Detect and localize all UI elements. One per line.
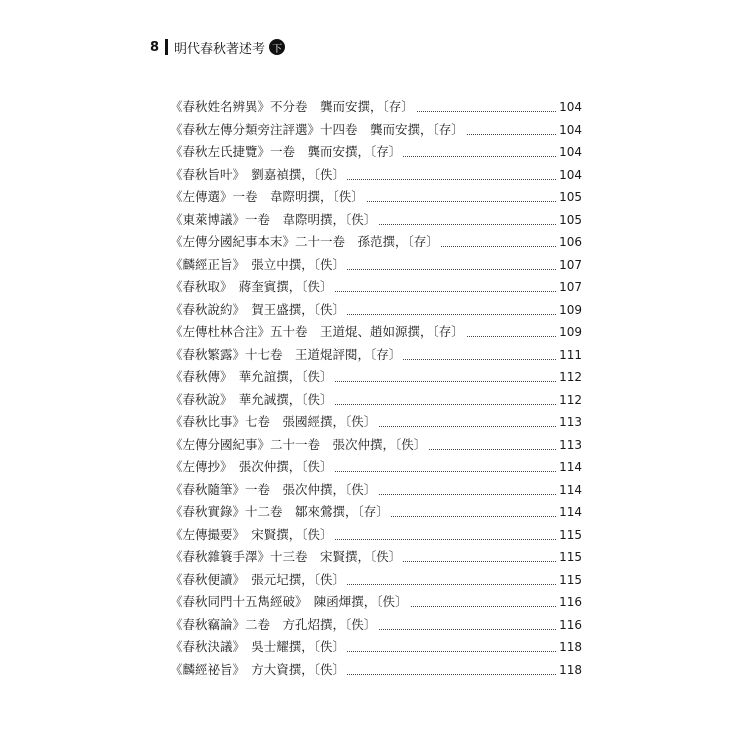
toc-entry: [170, 254, 582, 277]
toc-entry-page: 104: [557, 96, 582, 119]
table-of-contents: [170, 96, 582, 681]
toc-entry-page: 113: [557, 411, 582, 434]
toc-entry: [170, 546, 582, 569]
page-number: 8: [150, 39, 160, 55]
toc-entry: [170, 591, 582, 614]
toc-entry: [170, 636, 582, 659]
toc-entry: [170, 389, 582, 412]
toc-entry-page: 118: [557, 636, 582, 659]
toc-entry: [170, 479, 582, 502]
toc-entry: [170, 299, 582, 322]
volume-mark: 下: [269, 39, 285, 55]
toc-entry-page: 107: [557, 254, 582, 277]
toc-entry-page: 105: [557, 186, 582, 209]
toc-entry-page: 115: [557, 569, 582, 592]
toc-entry-page: 105: [557, 209, 582, 232]
toc-entry: [170, 344, 582, 367]
toc-entry-page: 118: [557, 659, 582, 682]
toc-entry-title: 《春秋左傳分類旁注評選》十四卷 龔而安撰，〔存〕: [170, 119, 466, 142]
toc-entry-title: 《春秋姓名辨異》不分卷 龔而安撰，〔存〕: [170, 96, 416, 119]
toc-entry: [170, 501, 582, 524]
toc-entry-title: 《春秋說約》 賀王盛撰，〔佚〕: [170, 299, 347, 322]
toc-entry-page: 104: [557, 164, 582, 187]
toc-entry-title: 《麟經祕旨》 方大資撰，〔佚〕: [170, 659, 347, 682]
toc-entry: [170, 119, 582, 142]
toc-entry-page: 112: [557, 389, 582, 412]
toc-entry: [170, 569, 582, 592]
toc-entry-title: 《春秋雜簑手澤》十三卷 宋賢撰，〔佚〕: [170, 546, 403, 569]
toc-entry-title: 《左傳抄》 張次仲撰，〔佚〕: [170, 456, 335, 479]
toc-entry-title: 《春秋竊論》二卷 方孔炤撰，〔佚〕: [170, 614, 378, 637]
toc-entry: [170, 456, 582, 479]
toc-entry-title: 《春秋隨筆》一卷 張次仲撰，〔佚〕: [170, 479, 378, 502]
toc-entry-page: 116: [557, 614, 582, 637]
toc-entry-page: 114: [557, 479, 582, 502]
toc-entry-page: 106: [557, 231, 582, 254]
toc-entry-page: 109: [557, 321, 582, 344]
toc-entry-page: 104: [557, 119, 582, 142]
toc-entry: [170, 209, 582, 232]
toc-entry: [170, 614, 582, 637]
toc-entry: [170, 434, 582, 457]
toc-entry: [170, 411, 582, 434]
toc-entry-page: 116: [557, 591, 582, 614]
toc-entry-title: 《春秋傳》 華允誼撰，〔佚〕: [170, 366, 335, 389]
toc-entry-title: 《春秋比事》七卷 張國經撰，〔佚〕: [170, 411, 378, 434]
toc-entry: [170, 164, 582, 187]
toc-entry-title: 《春秋左氏捷覽》一卷 龔而安撰，〔存〕: [170, 141, 403, 164]
toc-entry-title: 《東萊博議》一卷 韋際明撰，〔佚〕: [170, 209, 378, 232]
toc-entry-page: 115: [557, 546, 582, 569]
toc-entry-page: 115: [557, 524, 582, 547]
toc-entry-title: 《春秋旨叶》 劉嘉禎撰，〔佚〕: [170, 164, 347, 187]
toc-entry-title: 《左傳杜林合注》五十卷 王道焜、趙如源撰，〔存〕: [170, 321, 466, 344]
toc-entry-title: 《左傳撮要》 宋賢撰，〔佚〕: [170, 524, 335, 547]
book-title: 明代春秋著述考: [174, 41, 266, 57]
toc-entry: [170, 141, 582, 164]
toc-entry-title: 《春秋決議》 吳士耀撰，〔佚〕: [170, 636, 347, 659]
toc-entry-title: 《麟經正旨》 張立中撰，〔佚〕: [170, 254, 347, 277]
header-divider: [165, 39, 168, 55]
running-header: [150, 36, 285, 58]
toc-entry: [170, 321, 582, 344]
toc-entry-page: 104: [557, 141, 582, 164]
toc-entry: [170, 659, 582, 682]
toc-entry-title: 《春秋便讀》 張元圮撰，〔佚〕: [170, 569, 347, 592]
toc-entry-page: 107: [557, 276, 582, 299]
toc-entry: [170, 231, 582, 254]
toc-entry-page: 113: [557, 434, 582, 457]
toc-entry-page: 109: [557, 299, 582, 322]
toc-entry-title: 《左傳分國紀事本末》二十一卷 孫范撰，〔存〕: [170, 231, 441, 254]
toc-entry: [170, 96, 582, 119]
toc-entry-title: 《春秋說》 華允誠撰，〔佚〕: [170, 389, 335, 412]
toc-entry-page: 112: [557, 366, 582, 389]
toc-entry-title: 《春秋取》 蔣奎賓撰，〔佚〕: [170, 276, 335, 299]
toc-entry-page: 114: [557, 501, 582, 524]
toc-entry-title: 《春秋繁露》十七卷 王道焜評閱，〔存〕: [170, 344, 403, 367]
toc-entry-page: 114: [557, 456, 582, 479]
toc-entry-title: 《春秋同門十五雋經破》 陳函煇撰，〔佚〕: [170, 591, 410, 614]
toc-entry-title: 《春秋實錄》十二卷 鄒來鶯撰，〔存〕: [170, 501, 391, 524]
toc-entry: [170, 186, 582, 209]
toc-entry-page: 111: [557, 344, 582, 367]
toc-entry: [170, 276, 582, 299]
toc-entry: [170, 524, 582, 547]
toc-entry-title: 《左傳選》一卷 韋際明撰，〔佚〕: [170, 186, 366, 209]
toc-entry-title: 《左傳分國紀事》二十一卷 張次仲撰，〔佚〕: [170, 434, 428, 457]
toc-entry: [170, 366, 582, 389]
